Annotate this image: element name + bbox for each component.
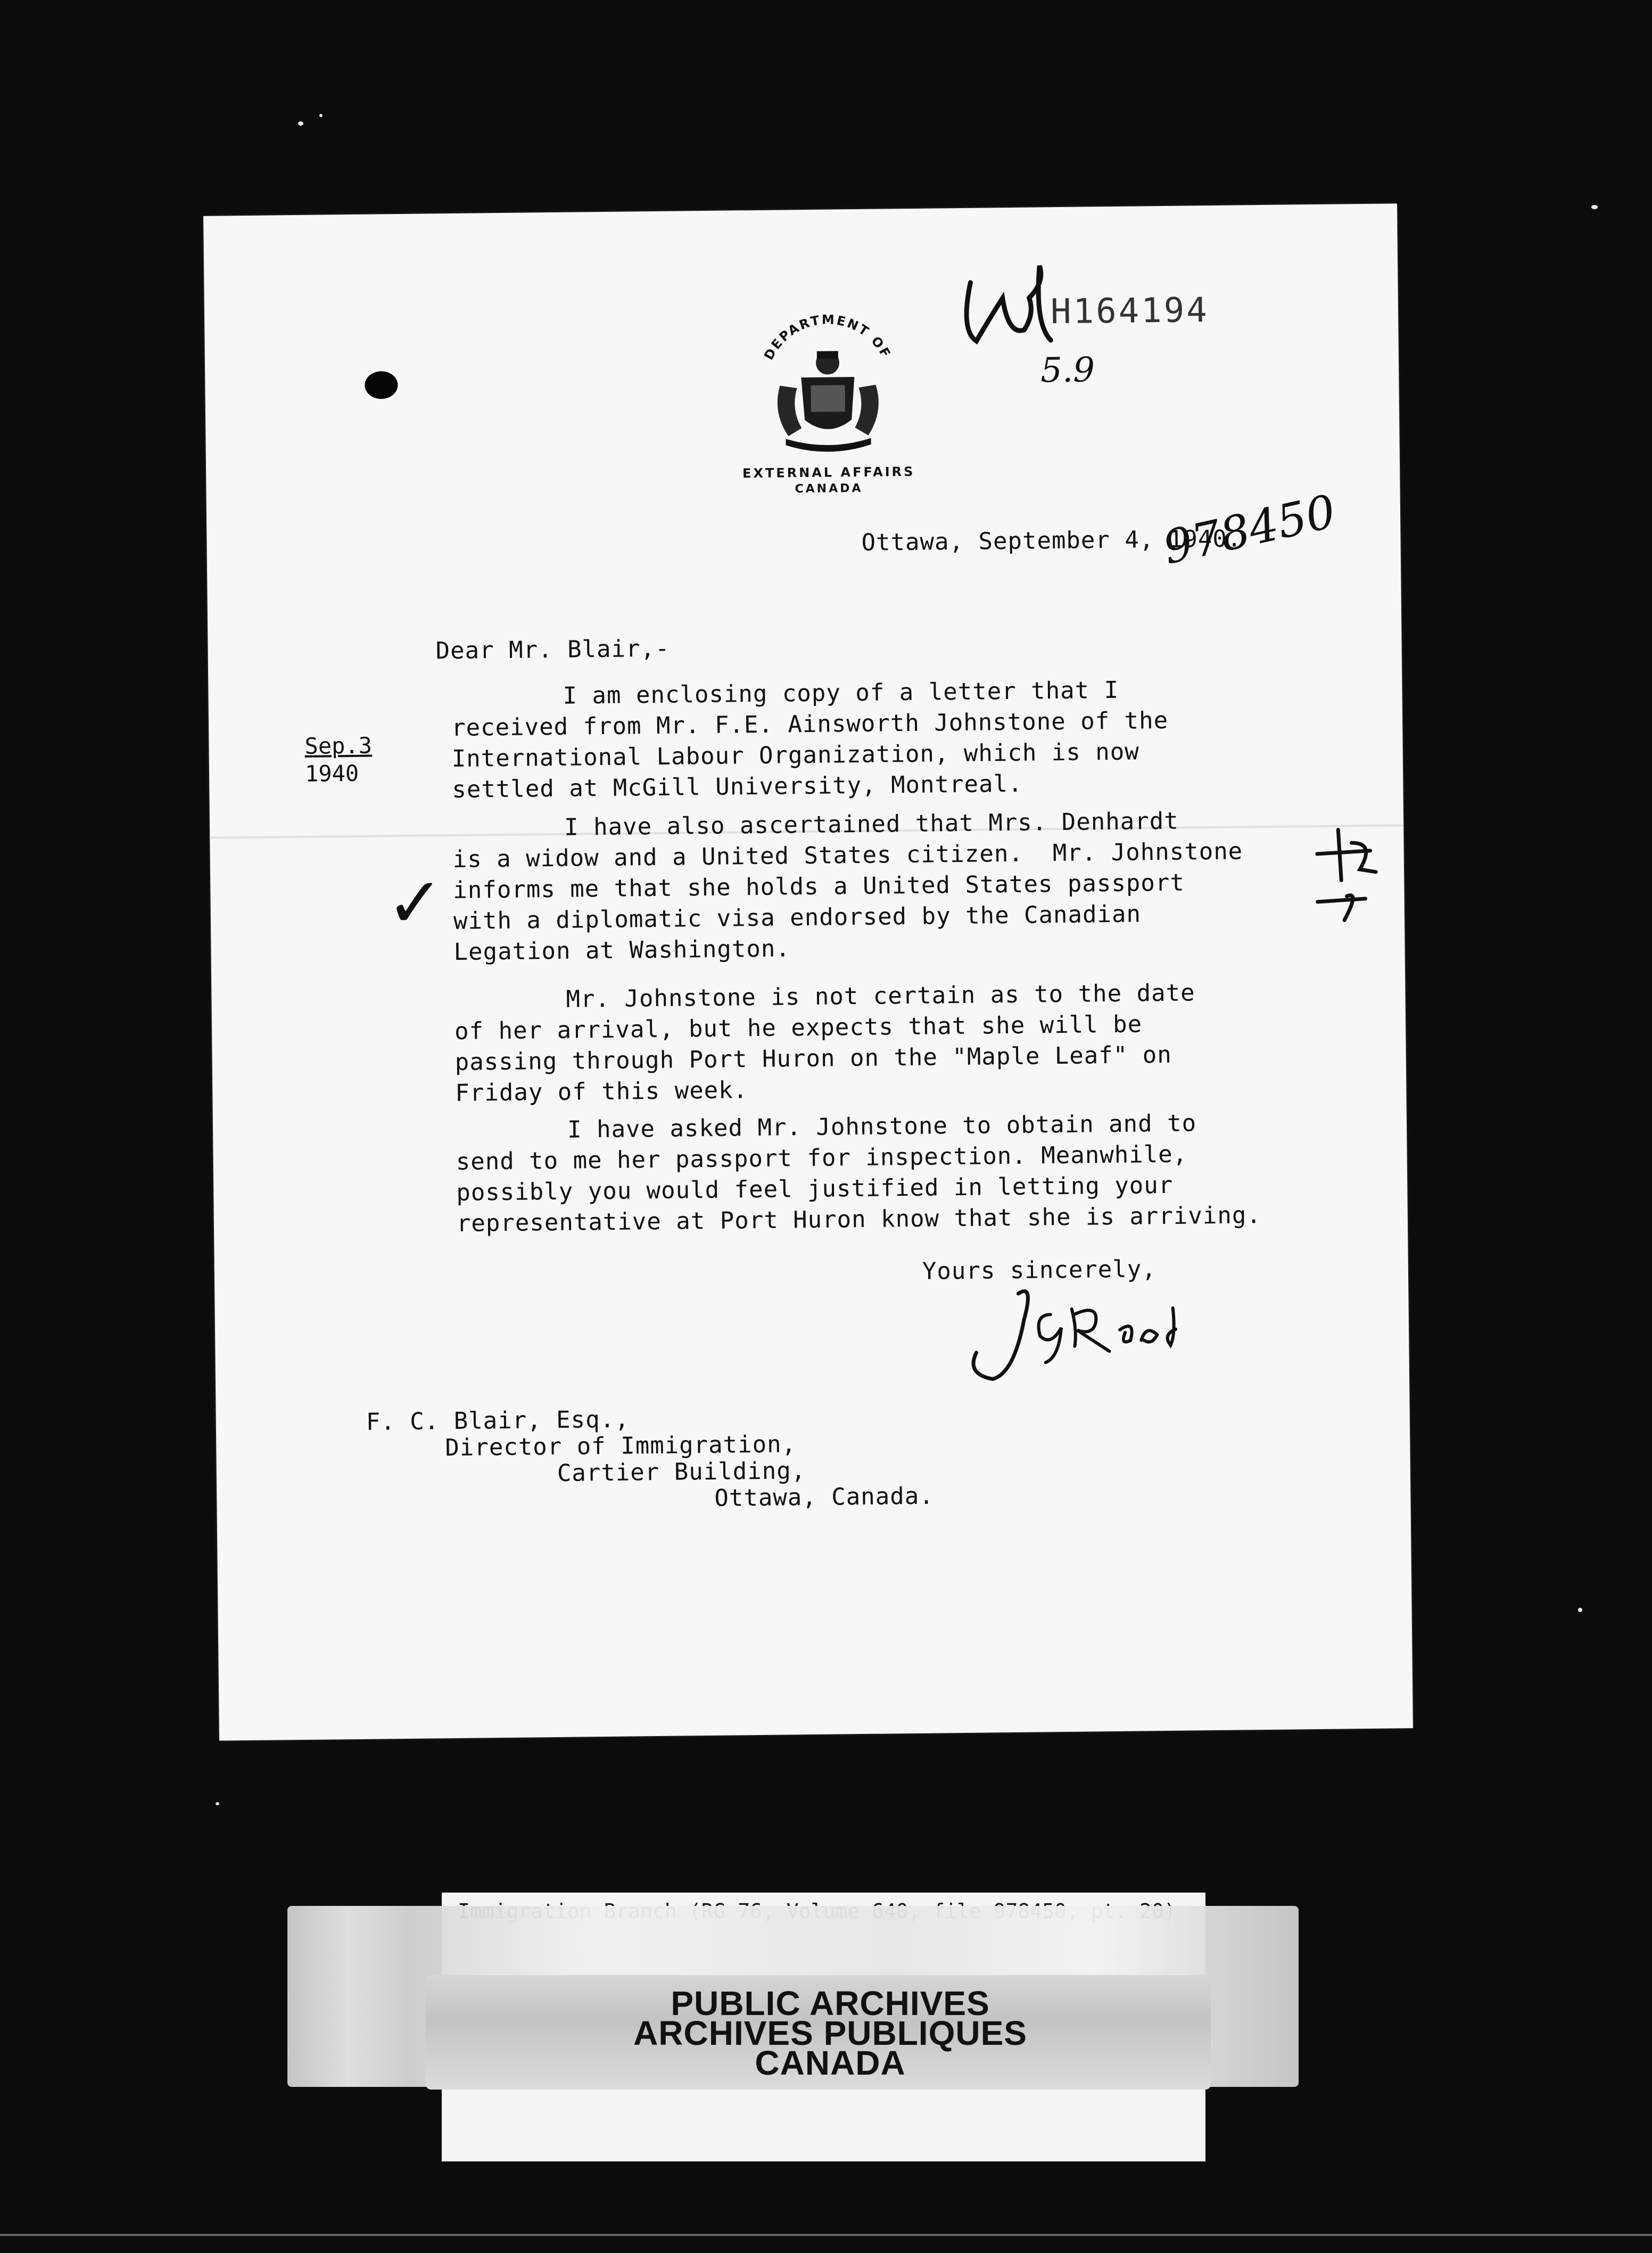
public-archives-stamp bbox=[575, 1984, 1086, 2082]
paragraph-line: Mr. Johnstone is not certain as to the date bbox=[566, 979, 1195, 1013]
department-name: EXTERNAL AFFAIRS bbox=[742, 464, 915, 481]
paragraph-line: representative at Port Huron know that she is arriving. bbox=[456, 1202, 1262, 1237]
paragraph-line: I have also ascertained that Mrs. Denhardt bbox=[564, 807, 1179, 841]
handwritten-file-number: 978450 bbox=[1158, 484, 1341, 575]
letter-paragraph-2 bbox=[452, 804, 1327, 968]
handwritten-initials-date: 5.9 bbox=[1040, 350, 1095, 391]
letter-dateline: Ottawa, September 4, 1940. bbox=[861, 525, 1242, 556]
crest-arc-text: DEPARTMENT OF bbox=[761, 312, 894, 363]
paragraph-line: I am enclosing copy of a letter that I bbox=[563, 676, 1119, 710]
letter-paragraph-4 bbox=[456, 1107, 1329, 1239]
file-stamp-number: H164194 bbox=[1050, 291, 1210, 332]
handwritten-tally-icon bbox=[1306, 821, 1382, 928]
film-speck bbox=[319, 114, 323, 117]
paragraph-line: Friday of this week. bbox=[455, 1076, 748, 1107]
department-crest bbox=[737, 305, 920, 504]
addressee-line-4: Ottawa, Canada. bbox=[714, 1482, 934, 1512]
margin-date-note bbox=[304, 732, 373, 788]
paragraph-line: is a widow and a United States citizen. Mr. Johnstone bbox=[452, 837, 1243, 873]
letter-paragraph-1 bbox=[451, 673, 1325, 805]
signature-icon bbox=[960, 1276, 1216, 1401]
film-speck bbox=[1591, 205, 1598, 209]
letter-closing: Yours sincerely, bbox=[922, 1255, 1157, 1285]
coat-of-arms-icon bbox=[737, 305, 919, 466]
paragraph-line: received from Mr. F.E. Ainsworth Johnstone of the bbox=[451, 706, 1169, 742]
paragraph-line: informs me that she holds a United States passport bbox=[453, 869, 1185, 904]
department-country: CANADA bbox=[795, 481, 863, 496]
addressee-line-2: Director of Immigration, bbox=[445, 1430, 797, 1462]
letter-paragraph-3 bbox=[454, 976, 1328, 1109]
paragraph-line: settled at McGill University, Montreal. bbox=[452, 770, 1023, 803]
addressee-line-3: Cartier Building, bbox=[557, 1457, 806, 1487]
paragraph-line: Legation at Washington. bbox=[453, 935, 791, 966]
archives-line-country: CANADA bbox=[755, 2044, 906, 2082]
paragraph-line: International Labour Organization, which is now bbox=[451, 738, 1140, 772]
paragraph-line: of her arrival, but he expects that she will be bbox=[454, 1010, 1143, 1045]
handwritten-initials-icon bbox=[954, 250, 1072, 368]
ink-blot bbox=[365, 371, 398, 399]
margin-note-year: 1940 bbox=[304, 760, 359, 787]
film-edge-line bbox=[0, 2234, 1652, 2236]
film-speck bbox=[216, 1802, 219, 1805]
archives-line-english: PUBLIC ARCHIVES bbox=[671, 1984, 990, 2022]
film-speck bbox=[1578, 1608, 1582, 1612]
letter-page bbox=[203, 203, 1413, 1740]
margin-note-date: Sep.3 bbox=[304, 732, 373, 759]
paragraph-line: passing through Port Huron on the "Maple Leaf" on bbox=[455, 1041, 1172, 1076]
film-speck bbox=[298, 121, 303, 126]
addressee-line-1: F. C. Blair, Esq., bbox=[366, 1405, 630, 1436]
paragraph-line: possibly you would feel justified in letting your bbox=[456, 1171, 1174, 1206]
handwritten-checkmark: ✓ bbox=[385, 862, 445, 944]
paragraph-line: with a diplomatic visa endorsed by the Canadian bbox=[453, 900, 1142, 935]
letter-salutation: Dear Mr. Blair,- bbox=[435, 635, 670, 665]
paragraph-line: send to me her passport for inspection. Meanwhile, bbox=[456, 1140, 1188, 1175]
paragraph-line: I have asked Mr. Johnstone to obtain and to bbox=[567, 1109, 1197, 1144]
archives-line-french: ARCHIVES PUBLIQUES bbox=[633, 2014, 1027, 2052]
